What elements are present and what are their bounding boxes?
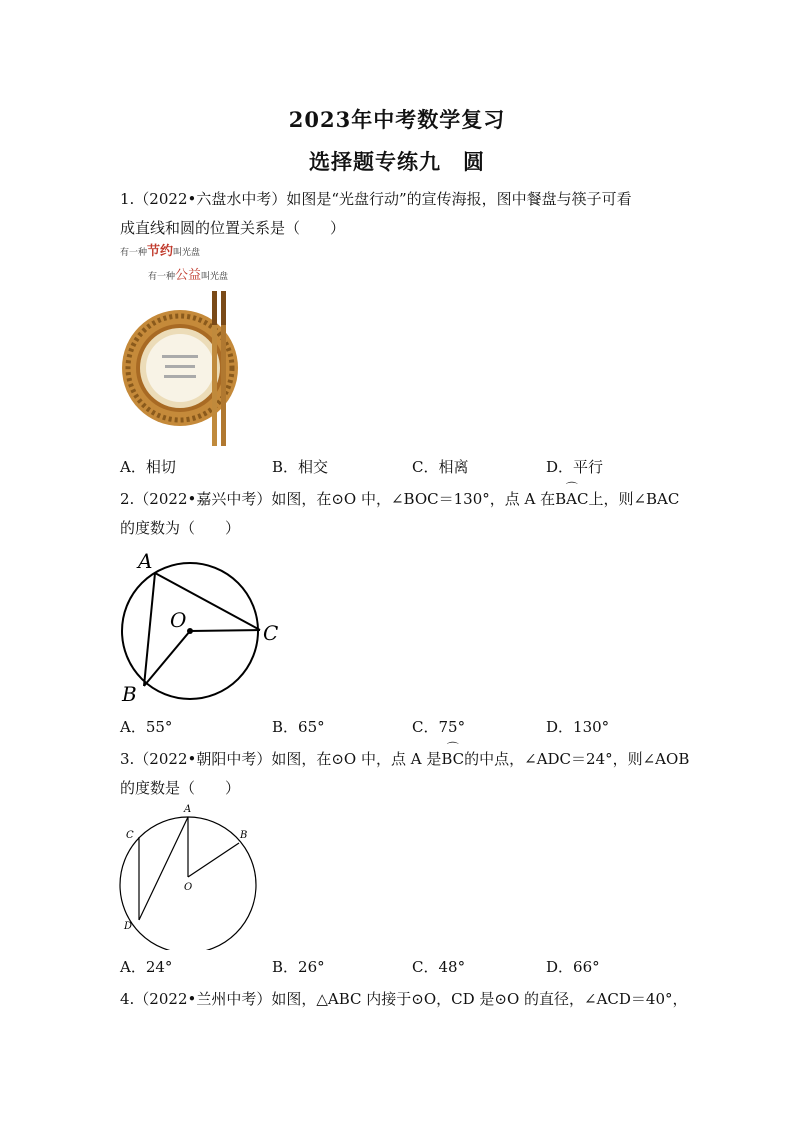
q3-option-b[interactable]: B．26°	[272, 958, 325, 976]
q3-text-line1: 3.（2022•朝阳中考）如图，在⊙O 中，点 A 是⌒ BC的中点，∠ADC＝24°，则∠AOB	[120, 748, 689, 769]
q3-point-o-label: O	[184, 882, 193, 893]
poster-text-2b: 公益	[175, 268, 202, 283]
q3-point-c-label: C	[126, 830, 134, 841]
q3-point-a-label: A	[184, 804, 192, 815]
q2-text-line2: 的度数为（ ）	[120, 519, 241, 537]
poster-image	[120, 243, 258, 448]
poster-text-1c: 叫光盘	[173, 248, 201, 258]
q3-text-line2: 的度数是（ ）	[120, 779, 241, 797]
poster-text-1a: 有一种	[120, 248, 148, 258]
q3-circle-figure	[112, 800, 272, 950]
q1-option-c[interactable]: C．相离	[412, 458, 469, 476]
svg-text:有一种公益叫光盘	[148, 268, 228, 283]
q3-point-b-label: B	[240, 830, 248, 841]
q1-text-line2: 成直线和圆的位置关系是（ ）	[120, 219, 346, 237]
arc-bac: ⌒ BAC	[555, 490, 588, 508]
page-subtitle: 选择题专练九 圆	[309, 149, 485, 174]
q2-option-c[interactable]: C．75°	[412, 718, 466, 736]
arc-bc: ⌒ BC	[441, 750, 464, 768]
q2-circle-figure	[110, 548, 290, 708]
q3-option-a[interactable]: A．24°	[120, 958, 173, 976]
q3-point-d-label: D	[124, 921, 133, 932]
poster-text-2c: 叫光盘	[201, 272, 229, 282]
q4-text-line1: 4.（2022•兰州中考）如图，△ABC 内接于⊙O，CD 是⊙O 的直径，∠ACD＝40°，	[120, 990, 688, 1008]
q1-text-line1: 1.（2022•六盘水中考）如图是“光盘行动”的宣传海报，图中餐盘与筷子可看	[120, 190, 632, 208]
page-title: 2023年中考数学复习	[288, 107, 506, 132]
q2-text-line1: 2.（2022•嘉兴中考）如图，在⊙O 中，∠BOC＝130°，点 A 在⌒ BAC上，则∠BAC	[120, 488, 679, 509]
svg-text:有一种节约叫光盘	[120, 243, 200, 259]
point-a-label: A	[138, 549, 153, 573]
q3-option-d[interactable]: D．66°	[546, 958, 600, 976]
point-c-label: C	[263, 621, 279, 645]
q3-option-c[interactable]: C．48°	[412, 958, 466, 976]
q1-option-a[interactable]: A．相切	[120, 458, 176, 476]
q1-option-d[interactable]: D．平行	[546, 458, 604, 476]
q2-option-b[interactable]: B．65°	[272, 718, 325, 736]
poster-text-2a: 有一种	[148, 272, 176, 282]
q1-option-b[interactable]: B．相交	[272, 458, 329, 476]
point-b-label: B	[122, 682, 137, 706]
point-o-label: O	[170, 608, 187, 632]
q2-option-d[interactable]: D．130°	[546, 718, 610, 736]
poster-text-1b: 节约	[147, 244, 174, 259]
q2-option-a[interactable]: A．55°	[120, 718, 173, 736]
